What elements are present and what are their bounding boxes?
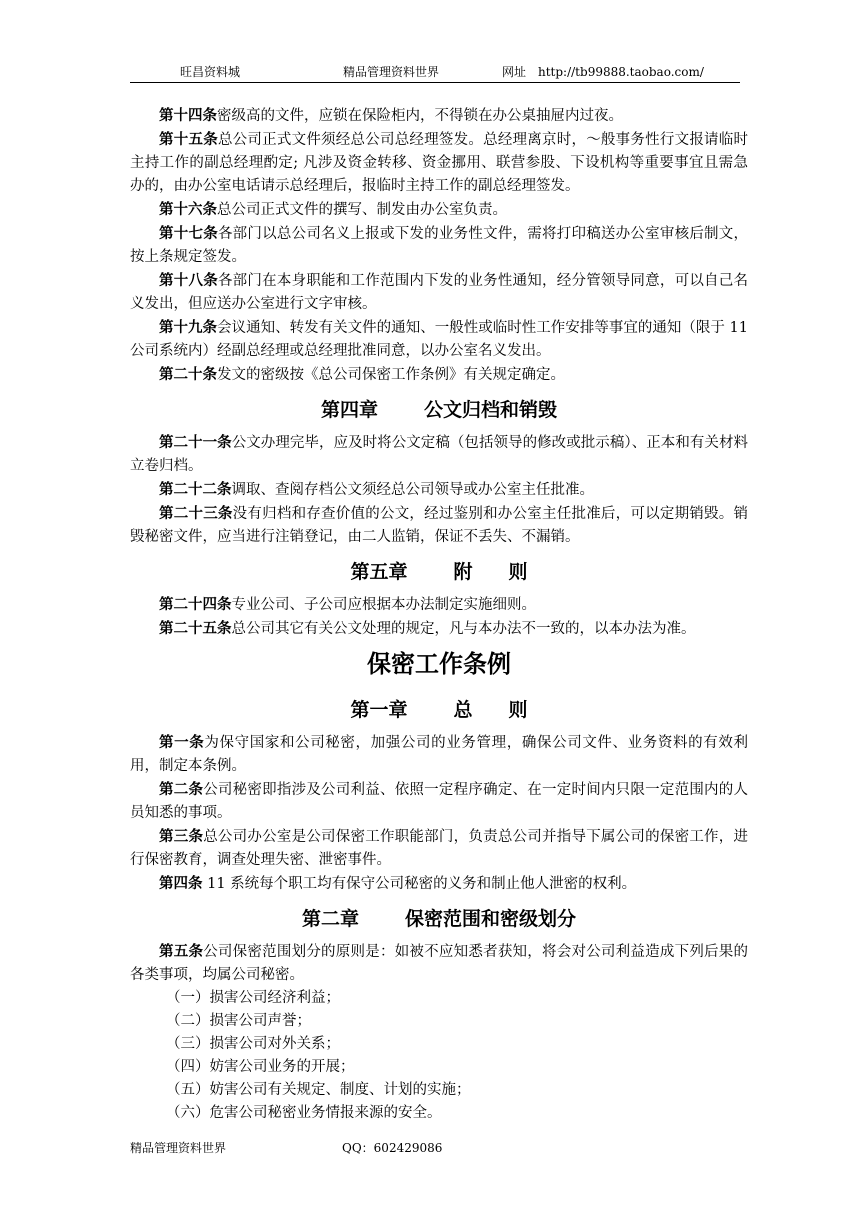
article-text: 各部门以总公司名义上报或下发的业务性文件，需将打印稿送办公室审核后制文，按上条规定签发。 [130,226,749,265]
chapter-title-char-1: 总 [453,699,473,721]
article-label: 第五条 [159,943,204,960]
article-15 [130,128,748,198]
article-text: 发文的密级按《总公司保密工作条例》有关规定确定。 [217,367,565,383]
list-item: （二）损害公司声誉； [166,1013,311,1029]
article-label: 第十八条 [159,272,218,289]
article-text: 调取、查阅存档公文须经总公司领导或办公室主任批准。 [231,482,594,498]
chapter-2-heading [130,896,748,940]
page-header [130,62,740,83]
article-label: 第十七条 [159,225,218,242]
chapter-4-heading [130,387,748,431]
header-shop-name: 旺昌资料城 [180,65,241,79]
chapter-number: 第五章 [350,561,408,583]
article-22 [130,478,748,502]
article-label: 第十六条 [159,201,217,218]
chapter-number: 第四章 [320,399,378,421]
article-text: 总公司办公室是公司保密工作职能部门，负责总公司并指导下属公司的保密工作，进行保密教育，调查处理失密、泄密事件。 [130,829,749,868]
article-label: 第一条 [159,734,205,751]
article-label: 第二十五条 [159,620,232,637]
list-item: （五）妨害公司有关规定、制度、计划的实施； [166,1082,471,1098]
article-label: 第二条 [159,781,204,798]
article-1 [130,731,748,778]
chapter-number: 第二章 [301,908,359,930]
article-text: 为保守国家和公司秘密，加强公司的业务管理，确保公司文件、业务资料的有效利用，制定本条例。 [130,735,749,774]
article-5 [130,940,748,987]
article-text: 公司秘密即指涉及公司利益、依照一定程序确定、在一定时间内只限一定范围内的人员知悉的事项。 [130,782,749,821]
article-label: 第二十四条 [159,596,232,613]
article-3 [130,825,748,872]
article-text: 公文办理完毕，应及时将公文定稿（包括领导的修改或批示稿）、正本和有关材料立卷归档。 [130,435,748,474]
article-label: 第二十三条 [159,505,233,522]
chapter-title-char-2: 则 [508,699,528,721]
article-label: 第十五条 [159,131,218,148]
article-21 [130,431,748,478]
chapter-5-heading [130,549,748,593]
article-16 [130,198,748,222]
header-url: 网址 http://tb99888.taobao.com/ [502,65,704,79]
article-18 [130,269,748,316]
article-label: 第四条 [159,875,203,892]
article-text: 总公司正式文件的撰写、制发由办公室负责。 [217,202,507,218]
article-25 [130,617,748,641]
chapter-title: 公文归档和销毁 [424,399,558,421]
article-text: 会议通知、转发有关文件的通知、一般性或临时性工作安排等事宜的通知（限于 11 公司系统内）经副总经理或总经理批准同意，以办公室名义发出。 [130,320,748,359]
article-text: 总公司正式文件须经总公司总经理签发。总经理离京时，～般事务性行文报请临时主持工作的副总经理酌定; 凡涉及资金转移、资金挪用、联营参股、下设机构等重要事宜且需急办的，由办公室电话请示总经理后，报临时主持工作的副总经理签发。 [130,132,749,194]
chapter-number: 第一章 [350,699,408,721]
article-label: 第三条 [159,828,204,845]
document-body [130,104,748,1125]
article-17 [130,222,748,269]
article-text: 各部门在本身职能和工作范围内下发的业务性通知，经分管领导同意，可以自己名义发出，但应送办公室进行文字审核。 [130,273,749,312]
article-label: 第二十条 [159,366,217,383]
document-title: 保密工作条例 [367,649,511,678]
article-14 [130,104,748,128]
chapter-title-char-1: 附 [453,561,473,583]
footer-qq: QQ：602429086 [342,1141,443,1155]
chapter-title-char-2: 则 [508,561,528,583]
article-label: 第十九条 [159,319,218,336]
article-23 [130,502,748,549]
article-text: 11 系统每个职工均有保守公司秘密的义务和制止他人泄密的权利。 [202,876,637,892]
article-text: 公司保密范围划分的原则是：如被不应知悉者获知，将会对公司利益造成下列后果的各类事项，均属公司秘密。 [130,944,749,983]
article-24 [130,593,748,617]
article-text: 没有归档和存查价值的公文，经过鉴别和办公室主任批准后，可以定期销毁。销毁秘密文件，应当进行注销登记，由二人监销，保证不丢失、不漏销。 [130,506,748,545]
article-label: 第十四条 [159,107,217,124]
list-item: （六）危害公司秘密业务情报来源的安全。 [166,1105,442,1121]
chapter-1-heading [130,687,748,731]
article-text: 总公司其它有关公文处理的规定，凡与本办法不一致的，以本办法为准。 [231,621,696,637]
article-label: 第二十二条 [159,481,232,498]
article-text: 专业公司、子公司应根据本办法制定实施细则。 [231,597,536,613]
list-item: （四）妨害公司业务的开展； [166,1059,355,1075]
list-item: （一）损害公司经济利益； [166,990,340,1006]
chapter-title: 保密范围和密级划分 [405,908,577,930]
list-item: （三）损害公司对外关系； [166,1036,340,1052]
article-2 [130,778,748,825]
article-20 [130,363,748,387]
article-label: 第二十一条 [159,434,232,451]
article-19 [130,316,748,363]
article-4 [130,872,748,896]
footer-site-name: 精品管理资料世界 [130,1141,227,1155]
article-text: 密级高的文件，应锁在保险柜内，不得锁在办公桌抽屉内过夜。 [217,108,623,124]
header-site-name: 精品管理资料世界 [343,65,440,79]
